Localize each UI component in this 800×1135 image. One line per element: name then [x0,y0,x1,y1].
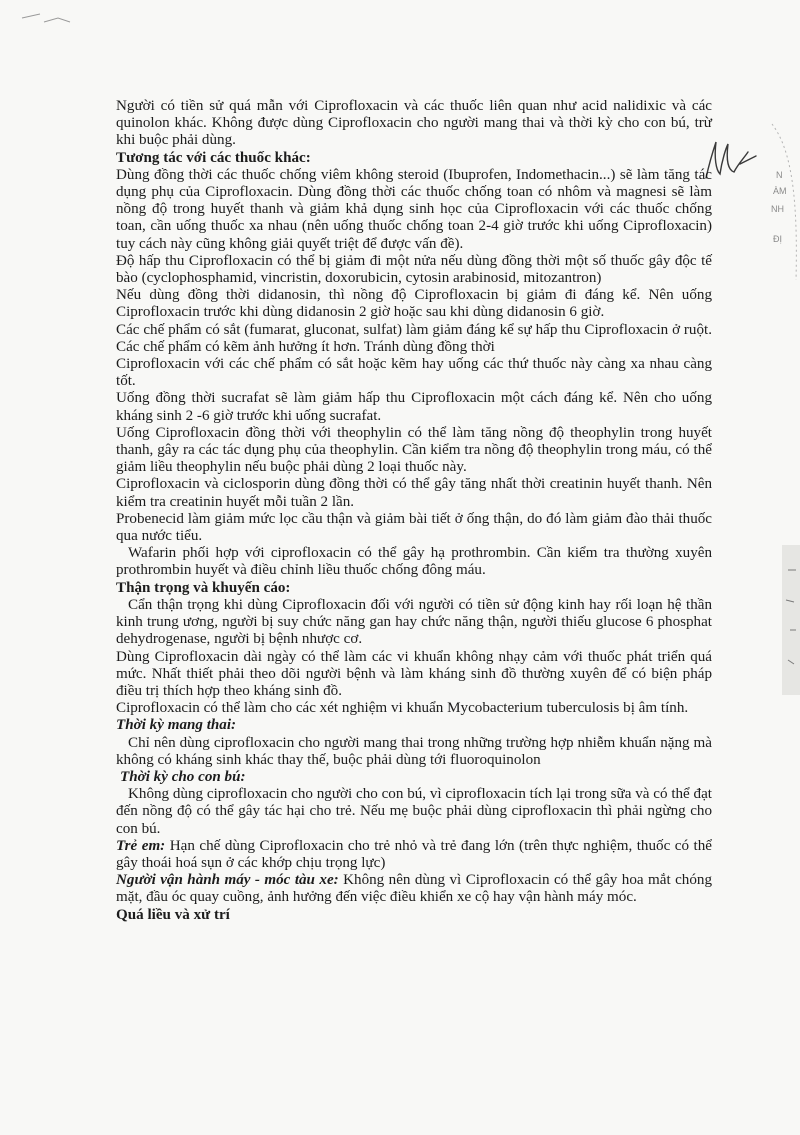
paragraph-text: Không nên dùng vì Ciprofloxacin có thể gây hoa mắt chóng mặt, đầu óc quay cuồng, ảnh hưởng đến việc điều khiển xe cộ hay vận hành máy móc. [116,872,712,906]
paragraph: Nếu dùng đồng thời didanosin, thì nồng độ Ciprofloxacin bị giảm đi đáng kể. Nên uống Ciprofloxacin trước khi dùng didanosin 2 giờ hoặc sau khi dùng didanosin 6 giờ. [116,287,712,321]
scan-mark [782,560,800,690]
paragraph: Người có tiền sử quá mẫn với Ciprofloxacin và các thuốc liên quan như acid nalidixic và các quinolon khác. Không được dùng Ciprofloxacin cho người mang thai và thời kỳ cho con bú, trừ khi buộc phải dùng. [116,98,712,149]
paragraph: Uống đồng thời sucrafat sẽ làm giảm hấp thu Ciprofloxacin một cách đáng kể. Nên cho uống kháng sinh 2 -6 giờ trước khi uống sucrafat. [116,390,712,424]
subsection-heading: Thời kỳ cho con bú: [120,768,246,785]
paragraph: Dùng Ciprofloxacin dài ngày có thể làm các vi khuẩn không nhạy cảm với thuốc phát triển quá mức. Nhất thiết phải theo dõi người bệnh và làm kháng sinh đồ thường xuyên để có biện pháp điều trị thích hợp theo kháng sinh đồ. [116,648,712,699]
paragraph: Ciprofloxacin với các chế phẩm có sắt hoặc kẽm hay uống các thứ thuốc này càng xa nhau càng tốt. [116,356,712,390]
stamp-letter: NH [771,204,784,214]
paragraph: Không dùng ciprofloxacin cho người cho con bú, vì ciprofloxacin tích lại trong sữa và có thể đạt đến nồng độ có thể gây tác hại cho trẻ. Nếu mẹ buộc phải dùng ciprofloxacin thì phải ngừng cho con bú. [116,786,712,837]
paragraph: Uống Ciprofloxacin đồng thời với theophylin có thể làm tăng nồng độ theophylin trong huyết thanh, gây ra các tác dụng phụ của theophylin. Cần kiểm tra nồng độ theophylin trong máu, có thể giảm liều theophylin nếu buộc phải dùng 2 loại thuốc này. [116,424,712,476]
paragraph-text: Hạn chế dùng Ciprofloxacin cho trẻ nhỏ và trẻ đang lớn (trên thực nghiệm, thuốc có thể gây thoái hoá sụn ở các khớp chịu trọng lực) [116,837,712,871]
paragraph: Các chế phẩm có sắt (fumarat, gluconat, sulfat) làm giảm đáng kể sự hấp thu Ciprofloxacin ở ruột. Các chế phẩm có kẽm ảnh hưởng ít hơn. Tránh dùng đồng thời [116,321,712,355]
section-heading: Tương tác với các thuốc khác: [116,149,311,166]
paragraph: Chỉ nên dùng ciprofloxacin cho người mang thai trong những trường hợp nhiễm khuẩn nặng mà không có kháng sinh khác thay thế, buộc phải dùng tới fluoroquinolon [116,734,712,768]
paragraph: Dùng đồng thời các thuốc chống viêm không steroid (Ibuprofen, Indomethacin...) sẽ làm tăng tác dụng phụ của Ciprofloxacin. Dùng đồng thời các thuốc chống toan có nhôm và magnesi sẽ làm nồng độ trong huyết thanh và giảm khả dụng sinh học của Ciprofloxacin với các thuốc chống toan, cần uống thuốc xa nhau (nên uống thuốc chống toan 2-4 giờ trước khi uống Ciprofloxacin) tuy cách này cũng không giải quyết triệt để được vấn đề). [116,166,712,252]
paragraph: Ciprofloxacin và ciclosporin dùng đồng thời có thể gây tăng nhất thời creatinin huyết thanh. Nên kiểm tra creatinin huyết mỗi tuần 2 lần. [116,476,712,510]
scan-mark [18,8,78,30]
section-heading: Quá liều và xử trí [116,906,230,923]
paragraph [116,872,712,906]
paragraph: Wafarin phối hợp với ciprofloxacin có thể gây hạ prothrombin. Cần kiểm tra thường xuyên prothrombin huyết và điều chỉnh liều thuốc chống đông máu. [116,545,712,579]
paragraph: Ciprofloxacin có thể làm cho các xét nghiệm vi khuẩn Mycobacterium tuberculosis bị âm tính. [116,700,689,717]
paragraph-lead: Người vận hành máy - móc tàu xe: [116,872,339,889]
paragraph: Cẩn thận trọng khi dùng Ciprofloxacin đối với người có tiền sử động kinh hay rối loạn hệ thần kinh trung ương, người bị suy chức năng gan hay chức năng thận, người thiếu glucose 6 phosphat dehydrogenase, người bị bệnh nhược cơ. [116,596,712,648]
paragraph-lead: Trẻ em: [116,837,166,854]
subsection-heading: Thời kỳ mang thai: [116,717,237,734]
document-body [116,98,712,924]
paragraph [116,838,712,872]
stamp-letter: ĐỊ [773,234,782,244]
section-heading: Thận trọng và khuyến cáo: [116,579,291,596]
paragraph: Độ hấp thu Ciprofloxacin có thể bị giảm đi một nửa nếu dùng đồng thời một số thuốc gây độc tế bào (cyclophosphamid, vincristin, doxorubicin, cytosin arabinosid, mitozantron) [116,252,712,287]
stamp-letter: ÀM [773,186,787,196]
paragraph: Probenecid làm giảm mức lọc cầu thận và giảm bài tiết ở ống thận, do đó làm giảm đào thải thuốc qua nước tiểu. [116,510,712,545]
stamp-letter: N [776,170,783,180]
